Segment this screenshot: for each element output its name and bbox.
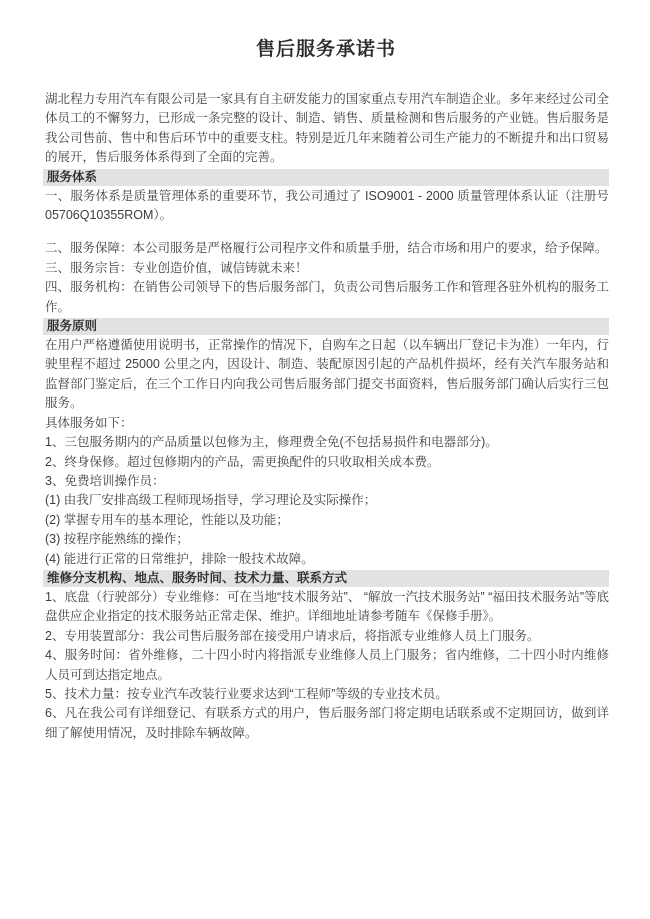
list-item: 2、专用装置部分：我公司售后服务部在接受用户请求后，将指派专业维修人员上门服务。 [45,628,540,643]
list-item: 4、服务时间：省外维修，二十四小时内将指派专业维修人员上门服务；省内维修，二十四小时内维修人员可到达指定地点。 [45,648,609,682]
sub-list-item: (2) 掌握专用车的基本理论，性能以及功能； [45,512,289,527]
sub-list-item: (3) 按程序能熟练的操作； [45,532,189,547]
section-heading-service-principles: 服务原则 [43,318,609,335]
lead-line: 具体服务如下： [45,415,133,430]
sub-list-item: (1) 由我厂安排高级工程师现场指导，学习理论及实际操作； [45,493,377,508]
section-heading-repair-branches: 维修分支机构、地点、服务时间、技术力量、联系方式 [43,570,609,587]
section-heading-service-system: 服务体系 [43,169,609,186]
list-item: 3、免费培训操作员： [45,473,165,488]
intro-paragraph: 湖北程力专用汽车有限公司是一家具有自主研发能力的国家重点专用汽车制造企业。多年来经过公司全体员工的不懈努力，已形成一条完整的设计、制造、销售、质量检测和售后服务的产业链。售后服务是我公司售前、售中和售后环节中的重要支柱。特别是近几年来随着公司生产能力的不断提升和出口贸易的展开，售后服务体系得到了全面的完善。 [45,92,609,165]
list-item: 二、服务保障：本公司服务是严格履行公司程序文件和质量手册，结合市场和用户的要求，给予保障。 [45,241,608,256]
list-item: 一、服务体系是质量管理体系的重要环节，我公司通过了 ISO9001 - 2000 质量管理体系认证（注册号 05706Q10355ROM）。 [45,188,609,223]
list-item: 2、终身保修。超过包修期内的产品，需更换配件的只收取相关成本费。 [45,454,440,469]
list-item: 6、凡在我公司有详细登记、有联系方式的用户，售后服务部门将定期电话联系或不定期回访，做到详细了解使用情况，及时排除车辆故障。 [45,706,609,740]
list-item: 5、技术力量：按专业汽车改装行业要求达到“工程师”等级的专业技术员。 [45,686,448,701]
section-intro-paragraph: 在用户严格遵循使用说明书，正常操作的情况下，自购车之日起（以车辆出厂登记卡为准）一年内，行驶里程不超过 25000 公里之内，因设计、制造、装配原因引起的产品机件损坏，经有关汽车服务站和监督部门鉴定后，在三个工作日内向我公司售后服务部门提交书面资料，售后服务部门确认后实行三包服务。 [45,338,609,411]
sub-list-item: (4) 能进行正常的日常维护，排除一般技术故障。 [45,551,314,566]
page-title: 售后服务承诺书 [255,39,396,60]
list-item: 三、服务宗旨：专业创造价值，诚信铸就未来！ [45,260,308,275]
list-item: 1、三包服务期内的产品质量以包修为主，修理费全免(不包括易损件和电器部分)。 [45,435,498,450]
list-item: 1、底盘（行驶部分）专业维修：可在当地“技术服务站”、 “解放一汽技术服务站” “福田技术服务站”等底盘供应企业指定的技术服务站正常走保、维护。详细地址请参考随车《保修手册》。 [45,589,609,624]
list-item: 四、服务机构：在销售公司领导下的售后服务部门，负责公司售后服务工作和管理各驻外机构的服务工作。 [45,280,609,314]
